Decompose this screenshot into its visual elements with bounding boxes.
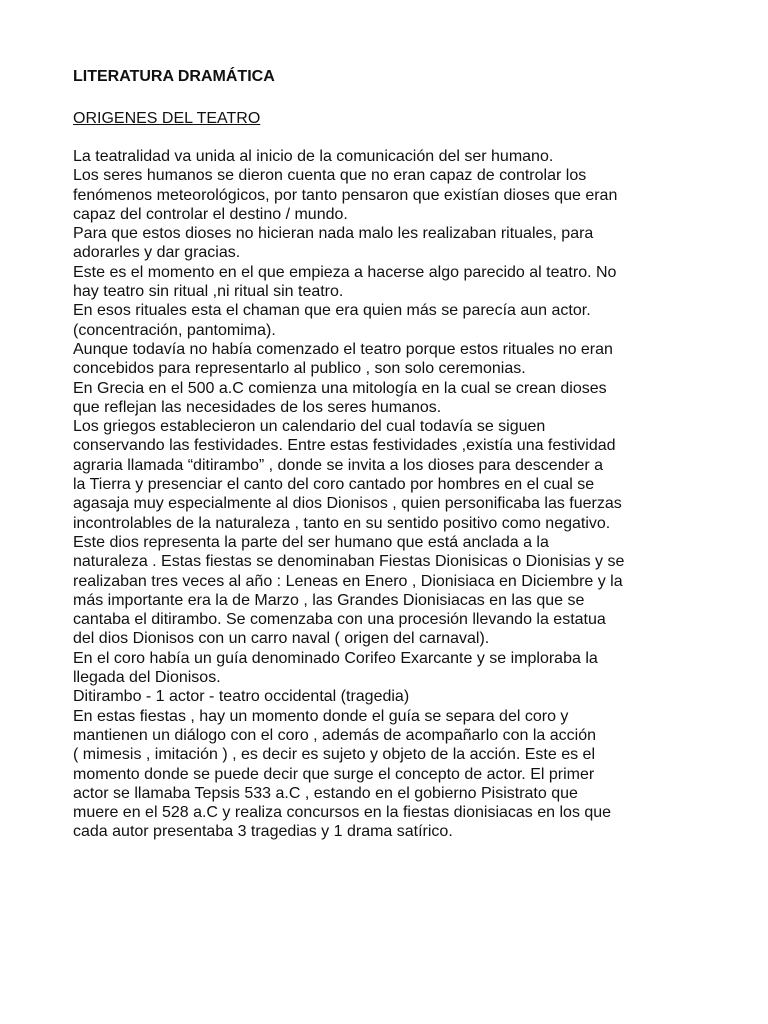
document-page xyxy=(73,66,703,842)
text-line: realizaban tres veces al año : Leneas en Enero , Dionisiaca en Diciembre y la xyxy=(73,572,623,590)
text-line: Para que estos dioses no hicieran nada malo les realizaban rituales, para xyxy=(73,225,594,243)
text-line: actor se llamaba Tepsis 533 a.C , estando en el gobierno Pisistrato que xyxy=(73,784,578,802)
text-line: agasaja muy especialmente al dios Dionisos , quien personificaba las fuerzas xyxy=(73,495,622,513)
text-line: naturaleza . Estas fiestas se denominaban Fiestas Dionisicas o Dionisias y se xyxy=(73,553,625,571)
text-line: fenómenos meteorológicos, por tanto pensaron que existían dioses que eran xyxy=(73,186,618,204)
text-line: ( mimesis , imitación ) , es decir es sujeto y objeto de la acción. Este es el xyxy=(73,746,595,764)
text-line: llegada del Dionisos. xyxy=(73,669,221,687)
text-line: agraria llamada “ditirambo” , donde se invita a los dioses para descender a xyxy=(73,456,604,474)
text-line: Aunque todavía no había comenzado el teatro porque estos rituales no eran xyxy=(73,340,613,358)
text-line: del dios Dionisos con un carro naval ( origen del carnaval). xyxy=(73,630,490,648)
text-line: Ditirambo - 1 actor - teatro occidental (tragedia) xyxy=(73,688,410,706)
text-line: En el coro había un guía denominado Corifeo Exarcante y se imploraba la xyxy=(73,649,598,667)
document-title: LITERATURA DRAMÁTICA xyxy=(73,68,275,85)
text-line: cada autor presentaba 3 tragedias y 1 drama satírico. xyxy=(73,823,453,841)
document-body xyxy=(73,147,703,842)
text-line: capaz del controlar el destino / mundo. xyxy=(73,205,348,223)
text-line: la Tierra y presenciar el canto del coro cantado por hombres en el cual se xyxy=(73,476,595,494)
text-line: adorarles y dar gracias. xyxy=(73,244,241,262)
text-line: cantaba el ditirambo. Se comenzaba con una procesión llevando la estatua xyxy=(73,611,606,629)
text-line: mantienen un diálogo con el coro , además de acompañarlo con la acción xyxy=(73,726,596,744)
text-line: más importante era la de Marzo , las Grandes Dionisiacas en las que se xyxy=(73,591,585,609)
text-line: En estas fiestas , hay un momento donde el guía se separa del coro y xyxy=(73,707,569,725)
text-line: Este es el momento en el que empieza a hacerse algo parecido al teatro. No xyxy=(73,263,617,281)
text-line: que reflejan las necesidades de los seres humanos. xyxy=(73,398,442,416)
text-line: incontrolables de la naturaleza , tanto en su sentido positivo como negativo. xyxy=(73,514,611,532)
text-line: La teatralidad va unida al inicio de la comunicación del ser humano. xyxy=(73,148,554,165)
text-line: Los griegos establecieron un calendario del cual todavía se siguen xyxy=(73,418,546,436)
text-line: hay teatro sin ritual ,ni ritual sin teatro. xyxy=(73,283,344,301)
text-line: Este dios representa la parte del ser humano que está anclada a la xyxy=(73,533,549,551)
text-line: (concentración, pantomima). xyxy=(73,321,276,339)
text-line: conservando las festividades. Entre estas festividades ,existía una festividad xyxy=(73,437,616,455)
document-subtitle: ORIGENES DEL TEATRO xyxy=(73,110,261,127)
text-line: momento donde se puede decir que surge el concepto de actor. El primer xyxy=(73,765,595,783)
text-line: En Grecia en el 500 a.C comienza una mitología en la cual se crean dioses xyxy=(73,379,607,397)
text-line: muere en el 528 a.C y realiza concursos en la fiestas dionisiacas en los que xyxy=(73,804,612,822)
text-line: En esos rituales esta el chaman que era quien más se parecía aun actor. xyxy=(73,302,591,320)
text-line: concebidos para representarlo al publico , son solo ceremonias. xyxy=(73,360,526,378)
text-line: Los seres humanos se dieron cuenta que no eran capaz de controlar los xyxy=(73,167,587,185)
